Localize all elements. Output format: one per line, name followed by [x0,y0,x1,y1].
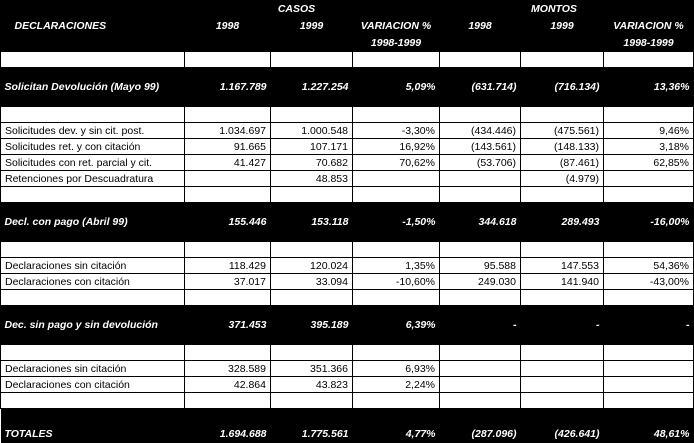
summary-montos-1999: (716.134) [521,78,604,96]
row-label: Solicitudes con ret. parcial y cit. [1,155,185,171]
header-montos-1999: 1999 [521,17,604,34]
header-casos-1998: 1998 [185,17,271,34]
cell-casos-1999: 1.000.548 [271,123,353,139]
summary-label: Decl. con pago (Abril 99) [1,213,185,231]
cell-montos-var: 9,46% [604,123,694,139]
header-row-3 [1,34,694,52]
cell-casos-1998: 328.589 [185,361,271,377]
cell-montos-1999: 141.940 [521,274,604,290]
summary-montos-1999: - [521,316,604,334]
gap-row [1,96,694,107]
row-label: Declaraciones con citación [1,274,185,290]
row-label: Declaraciones sin citación [1,258,185,274]
cell-montos-var: 54,36% [604,258,694,274]
table-row [1,155,694,171]
table-row [1,123,694,139]
table-row [1,258,694,274]
summary-row-solicitan [1,78,694,96]
cell-casos-1998: 41.427 [185,155,271,171]
cell-montos-1998 [440,171,521,187]
cell-casos-1999: 43.823 [271,377,353,393]
header-montos-1998: 1998 [440,17,521,34]
gap-row [1,409,694,426]
gap-row [1,334,694,345]
blank-row [1,393,694,409]
cell-montos-1998: 249.030 [440,274,521,290]
header-row-2 [1,17,694,34]
summary-label: Dec. sin pago y sin devolución [1,316,185,334]
header-casos-variacion: VARIACION % [353,17,440,34]
totals-montos-1999: (426.641) [521,425,604,443]
header-row-1 [1,0,694,17]
summary-casos-1998: 155.446 [185,213,271,231]
summary-casos-var: 6,39% [353,316,440,334]
summary-montos-1999: 289.493 [521,213,604,231]
row-label: Retenciones por Descuadratura [1,171,185,187]
totals-montos-1998: (287.096) [440,425,521,443]
row-label: Solicitudes dev. y sin cit. post. [1,123,185,139]
header-empty [1,0,185,17]
cell-montos-var: 3,18% [604,139,694,155]
summary-montos-1998: - [440,316,521,334]
cell-montos-1998: 95.588 [440,258,521,274]
cell-casos-var: 2,24% [353,377,440,393]
cell-casos-1998: 118.429 [185,258,271,274]
cell-montos-var [604,171,694,187]
cell-montos-1998: (143.561) [440,139,521,155]
summary-montos-1998: 344.618 [440,213,521,231]
cell-casos-1998: 37.017 [185,274,271,290]
header-empty [185,0,271,17]
blank-row [1,290,694,306]
totals-label: TOTALES [1,425,185,443]
cell-montos-var [604,377,694,393]
summary-casos-var: -1,50% [353,213,440,231]
header-empty [604,0,694,17]
totals-montos-var: 48,61% [604,425,694,443]
cell-casos-1999: 107.171 [271,139,353,155]
summary-label: Solicitan Devolución (Mayo 99) [1,78,185,96]
cell-casos-1998 [185,171,271,187]
summary-casos-1999: 1.227.254 [271,78,353,96]
table-row [1,361,694,377]
cell-montos-1998 [440,361,521,377]
summary-casos-var: 5,09% [353,78,440,96]
cell-montos-1998: (53.706) [440,155,521,171]
table-row [1,377,694,393]
row-label: Solicitudes ret. y con citación [1,139,185,155]
summary-casos-1998: 1.167.789 [185,78,271,96]
row-label: Declaraciones con citación [1,377,185,393]
cell-montos-1999: (475.561) [521,123,604,139]
cell-casos-1998: 42.864 [185,377,271,393]
table-row [1,139,694,155]
summary-row-con-pago [1,213,694,231]
header-empty [353,0,440,17]
gap-row [1,306,694,317]
cell-casos-1999: 120.024 [271,258,353,274]
table-row [1,274,694,290]
cell-casos-var: 1,35% [353,258,440,274]
cell-montos-1998 [440,377,521,393]
cell-casos-1999: 48.853 [271,171,353,187]
cell-casos-1998: 1.034.697 [185,123,271,139]
cell-casos-var [353,171,440,187]
blank-row [1,52,694,68]
cell-casos-var: -10,60% [353,274,440,290]
cell-casos-1999: 33.094 [271,274,353,290]
cell-casos-var: 16,92% [353,139,440,155]
totals-casos-var: 4,77% [353,425,440,443]
gap-row [1,203,694,214]
header-casos-periodo: 1998-1999 [353,34,440,52]
row-label: Declaraciones sin citación [1,361,185,377]
summary-montos-1998: (631.714) [440,78,521,96]
cell-montos-1999: (148.133) [521,139,604,155]
cell-montos-var: 62,85% [604,155,694,171]
gap-row [1,68,694,79]
totals-casos-1998: 1.694.688 [185,425,271,443]
cell-casos-var: 6,93% [353,361,440,377]
cell-casos-1999: 70.682 [271,155,353,171]
cell-montos-var: -43,00% [604,274,694,290]
header-declaraciones: DECLARACIONES [1,17,185,34]
summary-casos-1999: 395.189 [271,316,353,334]
cell-casos-var: -3,30% [353,123,440,139]
blank-row [1,345,694,361]
summary-montos-var: - [604,316,694,334]
gap-row [1,231,694,242]
summary-montos-var: 13,36% [604,78,694,96]
cell-montos-1999: (87.461) [521,155,604,171]
totals-casos-1999: 1.775.561 [271,425,353,443]
cell-casos-1999: 351.366 [271,361,353,377]
cell-montos-1999: (4.979) [521,171,604,187]
summary-casos-1999: 153.118 [271,213,353,231]
totals-row [1,425,694,443]
header-montos: MONTOS [521,0,604,17]
cell-casos-var: 70,62% [353,155,440,171]
cell-montos-1999 [521,361,604,377]
cell-montos-var [604,361,694,377]
cell-montos-1999: 147.553 [521,258,604,274]
summary-casos-1998: 371.453 [185,316,271,334]
table-row [1,171,694,187]
cell-montos-1999 [521,377,604,393]
summary-montos-var: -16,00% [604,213,694,231]
header-empty [440,0,521,17]
header-casos-1999: 1999 [271,17,353,34]
summary-row-sin-pago [1,316,694,334]
blank-row [1,242,694,258]
cell-casos-1998: 91.665 [185,139,271,155]
header-casos: CASOS [271,0,353,17]
header-montos-variacion: VARIACION % [604,17,694,34]
cell-montos-1998: (434.446) [440,123,521,139]
blank-row [1,107,694,123]
blank-row [1,187,694,203]
header-montos-periodo: 1998-1999 [604,34,694,52]
